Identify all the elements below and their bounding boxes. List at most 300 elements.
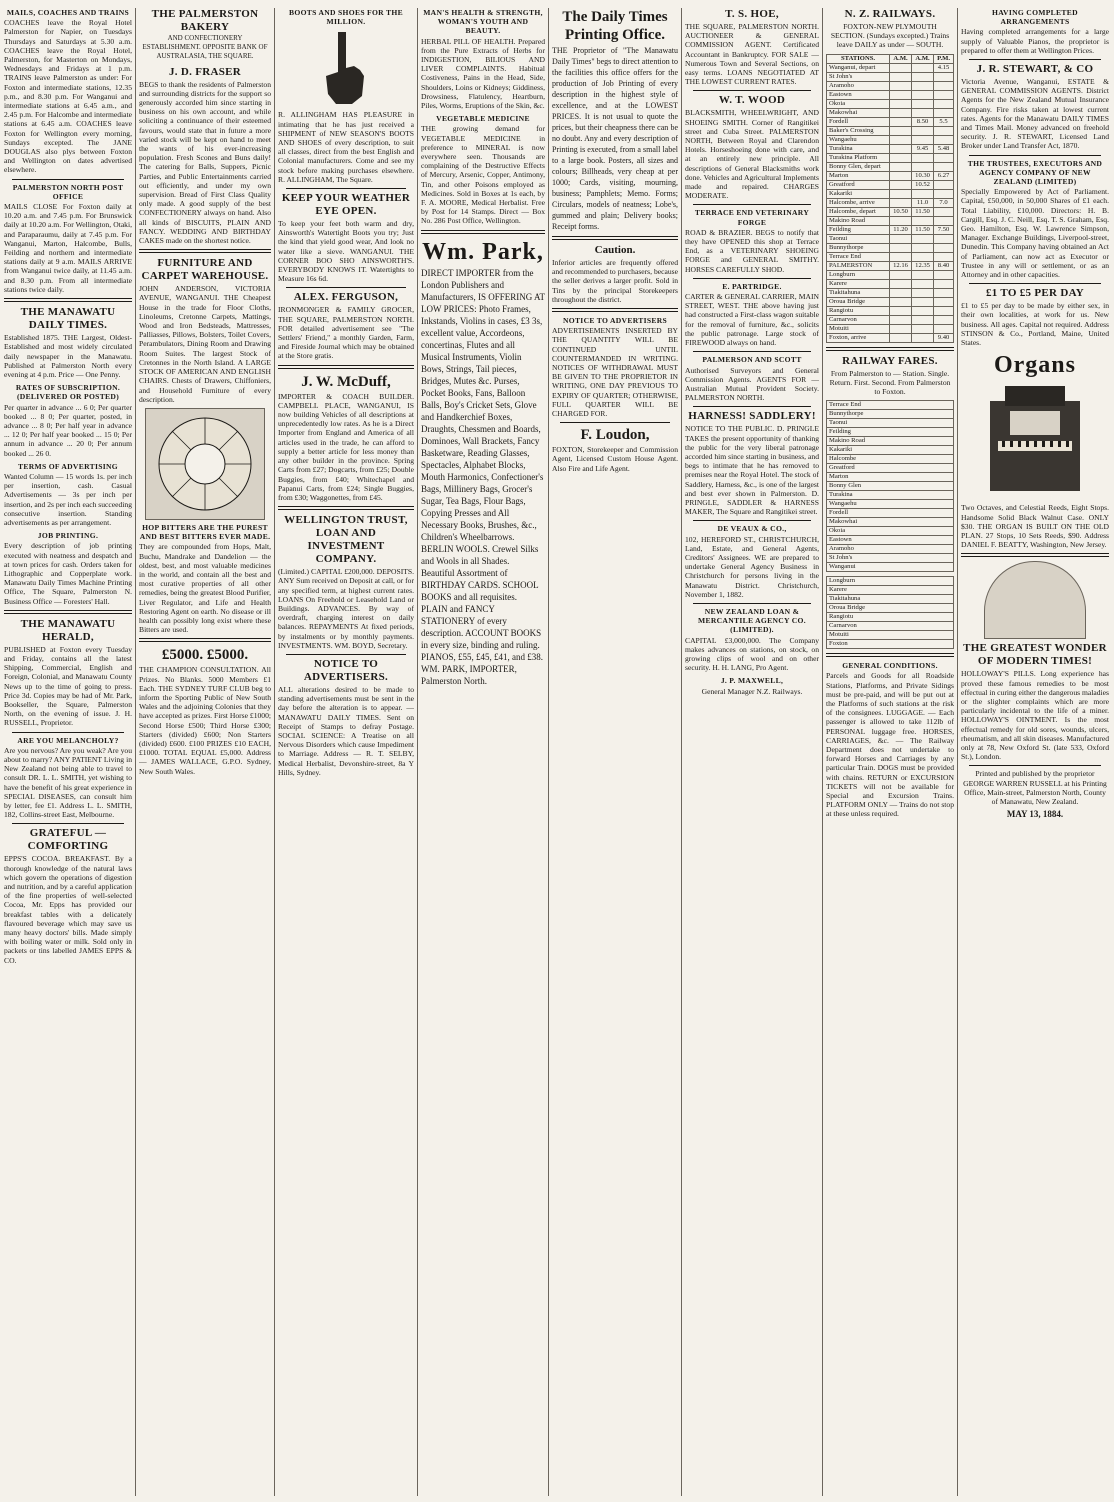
- ad-body: Authorised Surveyors and General Commission Agents. AGENTS FOR — Australian Mutual Provident Society. PALMERSTON NORTH.: [685, 365, 819, 403]
- col-header: STATIONS.: [827, 54, 890, 63]
- timetable-cell: [934, 135, 954, 144]
- timetable-row: [827, 117, 954, 126]
- timetable-cell: [890, 279, 912, 288]
- col-header: A.M.: [890, 54, 912, 63]
- ad-body: Specially Empowered by Act of Parliament. Capital, £50,000, in 50,000 Shares of £1 each. Total Liability, £10,000. Directors: H. B. Cargill, Esq. J. C. Neill, Esq. T. S. Graham, Esq. Geo. Hamilton, Esq. W. Lawrence Simpson, Manager. Exchange Buildings, Liverpool-street, Dunedin. This Company having obtained an Act of Parliament, can now act as Executor or Trustee in any will or settlement, or as an Attorney and in other capacities.: [961, 187, 1109, 280]
- timetable-cell: [890, 180, 912, 189]
- timetable-cell: Bonny Glen, depart: [827, 162, 890, 171]
- ad-body: Inferior articles are frequently offered and recommended to purchasers, because the seller derives a larger profit. Sold in Tins by the principal Storekeepers throughout the district.: [552, 258, 678, 304]
- ad-coaches-trains: [4, 8, 132, 175]
- timetable-cell: [890, 234, 912, 243]
- timetable-cell: Halcombe, arrive: [827, 198, 890, 207]
- ad-body: Wanted Column — 15 words 1s. per inch per insertion, cash. Casual Advertisements — 3s per inch per insertion, and 2s per inch each succeeding consecutive insertion. Standing advertisements as per arrangement.: [4, 471, 132, 527]
- timetable-cell: [912, 315, 934, 324]
- ad-body: £1 to £5 per day to be made by either sex, in their own localities, at work for us. New business. All ages. Capital not required. Address STINSON & Co., Portland, Maine, United States.: [961, 301, 1109, 348]
- timetable-row: [827, 333, 954, 342]
- fare-station: Bonny Glen: [827, 482, 954, 491]
- ad-title: Wm. Park,: [422, 238, 544, 265]
- timetable-row: [827, 234, 954, 243]
- fare-station: Karere: [827, 586, 954, 595]
- ad-job-printing: [4, 531, 132, 606]
- ad-body: General Manager N.Z. Railways.: [701, 686, 803, 696]
- fare-row: [827, 419, 954, 428]
- timetable-cell: [934, 99, 954, 108]
- timetable-row: [827, 324, 954, 333]
- timetable-cell: [890, 324, 912, 333]
- timetable-cell: [934, 288, 954, 297]
- timetable-cell: [890, 153, 912, 162]
- ad-dr-smith: [4, 736, 132, 820]
- timetable-row: [827, 72, 954, 81]
- col-header: A.M.: [912, 54, 934, 63]
- fares-table: [826, 400, 954, 572]
- fare-row: [827, 473, 954, 482]
- timetable-cell: 10.30: [912, 171, 934, 180]
- timetable-cell: Carnarvon: [827, 315, 890, 324]
- ad-body: Printed and published by the proprietor GEORGE WARREN RUSSELL at his Printing Office, Main-street, Palmerston North, County of Manawatu, New Zealand.: [963, 769, 1107, 806]
- ad-wellington-trust: [278, 514, 414, 650]
- timetable-cell: [934, 153, 954, 162]
- timetable-cell: 7.0: [934, 198, 954, 207]
- timetable-cell: [934, 207, 954, 216]
- ad-body: BLACKSMITH, WHEELWRIGHT, AND SHOEING SMITH. Corner of Rangitikei street and Cuba Street. PALMERSTON NORTH, Between Royal and Clarendon Hotels. Horseshoeing done with care, and at an entirely new principle. All descriptions of General Blacksmiths work done. Vehicles and Agricultural Implements made and repaired. CHARGES MODERATE.: [685, 108, 819, 201]
- timetable-cell: [890, 99, 912, 108]
- timetable-cell: [912, 189, 934, 198]
- timetable-cell: [890, 171, 912, 180]
- ad-body: (Limited.) CAPITAL £200,000. DEPOSITS. ANY Sum received on Deposit at call, or for any specified term, at highest current rates. LOANS On Freehold or Leasehold Land or Buildings. ADVANCES. By way of overdraft, charging interest on daily balances. REPAYMENTS At fixed periods, by instalments or by monthly payments. INVESTMENTS. WM. BOYD, Secretary.: [278, 567, 414, 650]
- organ-icon: [961, 381, 1109, 501]
- timetable-row: [827, 99, 954, 108]
- fare-row: [827, 563, 954, 572]
- ad-ferguson: [278, 291, 414, 360]
- fare-row: [827, 428, 954, 437]
- ad-allingham: [278, 8, 414, 184]
- ad-mcduff: [278, 373, 414, 502]
- timetable-cell: Rangiotu: [827, 306, 890, 315]
- timetable-cell: Turakina: [827, 144, 890, 153]
- timetable-cell: [912, 135, 934, 144]
- timetable-cell: Taonui: [827, 234, 890, 243]
- ad-pianos: [961, 8, 1109, 55]
- fare-station: Taonui: [827, 419, 954, 428]
- hop-bitters-wheel-image: [145, 408, 265, 520]
- fare-row: [827, 491, 954, 500]
- fare-station: Makowhai: [827, 518, 954, 527]
- ad-title: THE TRUSTEES, EXECUTORS AND AGENCY COMPANY OF NEW ZEALAND (LIMITED): [967, 158, 1103, 187]
- fare-row: [827, 518, 954, 527]
- timetable-cell: [890, 81, 912, 90]
- fare-row: [827, 640, 954, 649]
- ad-title: PALMERSTON NORTH POST OFFICE: [12, 182, 124, 201]
- timetable-cell: Oroua Bridge: [827, 297, 890, 306]
- ad-body: AND CONFECTIONERY ESTABLISHMENT. OPPOSITE BANK OF AUSTRALASIA, THE SQUARE.: [142, 34, 268, 61]
- ad-advertising-terms: [4, 462, 132, 527]
- fare-station: Fordell: [827, 509, 954, 518]
- ad-body: FOXTON-NEW PLYMOUTH SECTION. (Sundays excepted.) Trains leave DAILY as under — SOUTH.: [830, 22, 950, 50]
- timetable-cell: [912, 324, 934, 333]
- ad-title: THE MANAWATU HERALD,: [20, 617, 116, 643]
- timetable-row: [827, 108, 954, 117]
- timetable-cell: 8.40: [934, 261, 954, 270]
- timetable-cell: [912, 279, 934, 288]
- ad-title: N. Z. RAILWAYS.: [844, 8, 936, 20]
- timetable-cell: [912, 81, 934, 90]
- timetable-cell: [912, 234, 934, 243]
- column-4: [421, 8, 545, 1496]
- timetable-cell: 11.50: [912, 207, 934, 216]
- column-2: [139, 8, 271, 1496]
- timetable-cell: [912, 90, 934, 99]
- timetable-cell: 11.0: [912, 198, 934, 207]
- timetable-cell: [912, 333, 934, 342]
- ad-body: COACHES leave the Royal Hotel Palmerston for Napier, on Tuesdays Thursdays and Saturdays at 5.30 a.m. COACHES leave the Royal Hotel, Palmerston, for Masterton on Mondays, Wednesdays and Fridays at 1 p.m. TRAINS leave Palmerston as under: For Foxton and intermediate stations, 12.35 p.m., and 8.30 p.m. For Wanganui and intermediate stations at 6.45 a.m., and 2.45 p.m. For Halcombe and intermediate stations at 6.45 a.m. COACHES leave Foxton for Wellington every morning, Sundays excepted. The JANE DOUGLAS also plys between Foxton and Wellington on dates advertised elsewhere.: [4, 18, 132, 175]
- ad-herbal-pill: [421, 8, 545, 110]
- ad-title: HARNESS! SADDLERY!: [688, 410, 816, 423]
- ad-body: JOHN ANDERSON, VICTORIA AVENUE, WANGANUI. THE Cheapest House in the trade for Floor Cloths, Linoleums, Cretonne Carpets, Mattings, Wood and Iron Bedsteads, Mattresses, Palliasses, Pillows, Bolsters, Toilet Covers, Perambulators, Dining Room and Drawing Room Suites. The largest Stock of Cretonnes in the North Island. A LARGE STOCK OF AMERICAN AND ENGLISH CHAIRS. Chests of Drawers, Chiffoniers, and Household Furniture of every description.: [139, 284, 271, 404]
- ad-body: THE Proprietor of "The Manawatu Daily Times" begs to direct attention to the facilities this office offers for the production of Job Printing of every description in the highest style of excellence, and at the LOWEST PRICES. It is not usual to quote the prices, but their cheapness there can be no doubt. Any and every description of Printing is executed, from a small label to a large book. Posters, all sizes and colours; Billheads, very cheap at per 1000; Cards, visiting, mourning, business; Pamphlets; Memo. Forms; Circulars, models of neatness; Lobe's, gummed and plain; Delivery books; Receipt forms.: [552, 46, 678, 231]
- timetable-cell: [934, 216, 954, 225]
- timetable-row: [827, 180, 954, 189]
- ad-wm-park: [421, 238, 545, 687]
- ad-body: CAPITAL £3,000,000. The Company makes advances on stations, on stock, on growing clips of wool and on other security. H. H. LANG, Pro Agent.: [685, 635, 819, 673]
- timetable-cell: Longburn: [827, 270, 890, 279]
- fare-row: [827, 545, 954, 554]
- ad-hoe: [685, 8, 819, 86]
- timetable-cell: Wangaehu: [827, 135, 890, 144]
- ad-body: ROAD & BRAZIER. BEGS to notify that they have OPENED this shop at Terrace End, as a VETERINARY SHOEING FORGE and GENERAL SMITHY. HORSES CAREFULLY SHOD.: [685, 227, 819, 274]
- ad-title: BOOTS AND SHOES FOR THE MILLION.: [289, 8, 403, 27]
- ad-trustees: [961, 159, 1109, 280]
- ad-ainsworth: [278, 192, 414, 283]
- sunburst-icon: [146, 409, 264, 519]
- ad-body: DIRECT IMPORTER from the London Publishers and Manufacturers, IS OFFERING AT LOW PRICES: Photo Frames, Inkstands, Violins in cases, £3 3s, excellent value, Accordeons, concertinas, Flutes and all Musical Instruments, Violin Bows, Strings, Tail pieces, Bridges, Mutes &c. Purses, Pocket Books, Fans, Balloon Balls, Boy's Cricket Sets, Glove and Handkerchief Boxes, Draughts, Chessmen and Boards, Dominoes, Wall Brackets, Fancy Basketware, Reading Glasses, Spectacles, Alphabet Blocks, Mouth Harmonics, Confectioner's Bags, Millinery Bags, Grocer's Sugar, Tea Bags, Flour Bags, Copying Presses and All Necessary Books, Brushes, &c., Children's Wheelbarrows. BERLIN WOOLS. Crewel Silks and Wools in all Shades. Beautiful Assortment of BIRTHDAY CARDS. SCHOOL BOOKS and all requisites. PLAIN and FANCY STATIONERY of every description. ACCOUNT BOOKS in every size, binding and ruling. PIANOS, £55, £45, £41, and £38. WM. PARK, IMPORTER, Palmerston North.: [421, 267, 545, 686]
- timetable-row: [827, 306, 954, 315]
- timetable-row: [827, 225, 954, 234]
- ad-daily-times: [4, 306, 132, 379]
- timetable-cell: 8.50: [912, 117, 934, 126]
- fare-station: Aramoho: [827, 545, 954, 554]
- timetable-cell: PALMERSTON: [827, 261, 890, 270]
- timetable-cell: [890, 144, 912, 153]
- ad-title: NOTICE TO ADVERTISERS: [562, 316, 668, 326]
- ad-railway-fares: [826, 355, 954, 397]
- timetable-cell: [934, 189, 954, 198]
- ad-title: J. R. STEWART, & CO: [976, 63, 1094, 76]
- ad-hop-bitters: [139, 523, 271, 634]
- timetable-row: [827, 171, 954, 180]
- fare-station: Tiakitahuna: [827, 595, 954, 604]
- timetable-cell: [890, 162, 912, 171]
- timetable-cell: 5.48: [934, 144, 954, 153]
- ad-wood: [685, 94, 819, 200]
- fare-row: [827, 437, 954, 446]
- timetable-cell: Baker's Crossing: [827, 126, 890, 135]
- timetable-cell: [890, 288, 912, 297]
- ad-body: CARTER & GENERAL CARRIER, MAIN STREET, WEST. THE above having just had constructed a First-class wagon suitable for the removal of furniture, &c., solicits the public patronage. Large stock of FIREWOOD always on hand.: [685, 292, 819, 348]
- timetable-cell: [934, 297, 954, 306]
- ad-title: WELLINGTON TRUST, LOAN AND INVESTMENT COMPANY.: [284, 514, 408, 566]
- timetable-row: [827, 261, 954, 270]
- ad-body: FOXTON, Storekeeper and Commission Agent, Licensed Custom House Agent. Also Fire and Life Agent.: [552, 445, 678, 473]
- timetable-cell: [934, 81, 954, 90]
- timetable-row: [827, 315, 954, 324]
- ad-caution: [552, 244, 678, 304]
- timetable-cell: [890, 189, 912, 198]
- ad-title: ALEX. FERGUSON,: [293, 291, 399, 304]
- ad-title: Organs: [993, 352, 1076, 379]
- timetable-cell: 12.16: [890, 261, 912, 270]
- ad-body: THE SQUARE, PALMERSTON NORTH. AUCTIONEER & GENERAL COMMISSION AGENT. Certificated Accountant in Bankruptcy. FOR SALE — Numerous Town and Several Sections, on easy terms. LOANS NEGOTIATED AT THE LOWEST CURRENT RATES.: [685, 22, 819, 87]
- timetable-cell: 10.50: [890, 207, 912, 216]
- timetable-cell: Greatford: [827, 180, 890, 189]
- ad-title: NOTICE TO ADVERTISERS.: [303, 657, 389, 683]
- ad-title: VEGETABLE MEDICINE: [436, 114, 530, 124]
- fare-station: Longburn: [827, 577, 954, 586]
- ad-body: IMPORTER & COACH BUILDER. CAMPBELL PLACE, WANGANUI, IS now building Vehicles of all descriptions at unprecedentedly low rates. As he is a Direct Importer from England and America of all articles used in the trade, he can afford to supply a better article for less money than any other builder in the province. Spring Carts from £27; Dogcarts, from £25; Double Buggies, from £40; Whitechapel and Papanui Carts, from £24; Single Buggies, from £30; Waggonettes, from £45.: [278, 391, 414, 502]
- timetable-cell: [934, 234, 954, 243]
- timetable-cell: [890, 297, 912, 306]
- timetable-cell: [912, 126, 934, 135]
- timetable-cell: [934, 108, 954, 117]
- ad-body: Are you nervous? Are you weak? Are you about to marry? ANY PATIENT Living in New Zealand not being able to travel to consult DR. L. L. SMITH, yet wishing to have the benefit of his great experience in SPECIAL DISEASES, can consult him by letter, fee £1. Address L. L. SMITH, 182, Collins-street East, Melbourne.: [4, 745, 132, 820]
- timetable-cell: St John's: [827, 72, 890, 81]
- ad-title: DE VEAUX & CO.,: [717, 524, 787, 534]
- fare-station: Eastown: [827, 536, 954, 545]
- ad-title: HAVING COMPLETED ARRANGEMENTS: [992, 8, 1078, 27]
- timetable-row: [827, 198, 954, 207]
- timetable-cell: 10.52: [912, 180, 934, 189]
- timetable-row: [827, 279, 954, 288]
- fare-station: Carnarvon: [827, 622, 954, 631]
- ad-body: MAILS CLOSE For Foxton daily at 10.20 a.m. and 7.45 p.m. For Brunswick daily at 10.20 a.m. For Wellington, Otaki, and Paraparaumu, daily at 7.45 p.m. For Wanganui, Marton, Halcombe, Bulls, Feilding and northern and intermediate stations daily at 9 a.m. MAILS ARRIVE from Wanganui twice daily, at 11.45 a.m. and 8.30 p.m. From all intermediate stations twice daily.: [4, 202, 132, 294]
- timetable-cell: [934, 180, 954, 189]
- ad-body: NOTICE TO THE PUBLIC. D. PRINGLE TAKES the present opportunity of thanking the public for the very liberal patronage accorded him since starting in business, and begs to intimate that he has removed to premises near the Royal Hotel. The stock of Saddlery, Harness, &c., is one of the largest and best ever shown in Palmerston. D. PRINGLE, SADDLER & HARNESS MAKER, The Square and Rangitikei street.: [685, 424, 819, 517]
- timetable-cell: [890, 333, 912, 342]
- ad-palmerson-scott: [685, 355, 819, 402]
- timetable-row: [827, 90, 954, 99]
- timetable-cell: [912, 153, 934, 162]
- ad-manawatu-herald: [4, 618, 132, 728]
- timetable-cell: Halcombe, depart: [827, 207, 890, 216]
- ad-body: HOLLOWAY'S PILLS. Long experience has proved these famous remedies to be most effectual in curing either the dangerous maladies or the slighter complaints which are more particularly incidental to the life of a miner. HOLLOWAY'S OINTMENT. Is the most effectual remedy for old sores, wounds, ulcers, rheumatism, and all skin diseases. Manufactured only at 78, New Oxford St. (late 533, Oxford St.), London.: [961, 669, 1109, 762]
- ad-title: F. Loudon,: [580, 427, 650, 444]
- ad-body: Two Octaves, and Celestial Reeds, Eight Stops. Handsome Solid Black Walnut Case. ONLY $30. THE ORGAN IS BUILT ON THE OLD PLAN. 27 Stops, 10 Sets Reeds, $90. Address DANIEL F. BEATTY, Washington, New Jersey.: [961, 503, 1109, 550]
- ad-nz-railways: [826, 8, 954, 50]
- fares-foxton-table: [826, 576, 954, 649]
- fare-row: [827, 554, 954, 563]
- fare-row: [827, 595, 954, 604]
- timetable-cell: Makowhai: [827, 108, 890, 117]
- timetable-row: [827, 270, 954, 279]
- ad-vegetable-medicine: [421, 114, 545, 225]
- ad-body: BEGS to thank the residents of Palmerston and surrounding districts for the support so generously accorded him since starting in business on his own account, and while soliciting a continuance of their esteemed favours, would state that in future a more varied stock will be kept on hand to meet the wants of his ever-increasing population. Fresh Scones and Buns daily! The catering for Balls, Suppers, Picnic Parties, and Public Entertainments carried out efficiently, and under my own supervision. Bread of First Class Quality only made. A good supply of the best CONFECTIONERY always on hand. Also all kinds of BISCUITS, PLAIN AND FANCY. WEDDING AND BIRTHDAY CAKES made on the shortest notice.: [139, 79, 271, 246]
- ad-title: KEEP YOUR WEATHER EYE OPEN.: [281, 192, 411, 218]
- timetable-cell: [890, 315, 912, 324]
- ad-title: THE MANAWATU DAILY TIMES.: [20, 306, 116, 332]
- ad-veterinary-forge: [685, 208, 819, 273]
- ad-partridge: [685, 282, 819, 347]
- fare-row: [827, 604, 954, 613]
- timetable-cell: 7.50: [934, 225, 954, 234]
- column-8: [961, 8, 1109, 1496]
- ad-post-office: [4, 183, 132, 294]
- timetable-cell: [912, 270, 934, 279]
- timetable-cell: [890, 117, 912, 126]
- ad-body: Victoria Avenue, Wanganui, ESTATE & GENERAL COMMISSION AGENTS. District Agents for the New Zealand Mutual Insurance Company. Fire risks taken at lowest current rates. Agents for the Manawatu DAILY TIMES and Times Mail. Money advanced on freehold security. J. R. STEWART, Licensed Land Broker under Land Transfer Act, 1870.: [961, 77, 1109, 151]
- timetable-row: [827, 63, 954, 72]
- timetable-cell: [934, 315, 954, 324]
- column-6: [685, 8, 819, 1496]
- fare-station: Feilding: [827, 428, 954, 437]
- timetable-cell: Marton: [827, 171, 890, 180]
- ad-pringle: [685, 410, 819, 516]
- fare-row: [827, 410, 954, 419]
- ad-title: T. S. HOE,: [725, 8, 779, 20]
- ad-title: J. W. McDuff,: [301, 373, 391, 390]
- fare-station: Halcombe: [827, 455, 954, 464]
- ad-title: J. P. MAXWELL,: [720, 676, 784, 686]
- timetable-cell: 6.27: [934, 171, 954, 180]
- ad-title: GENERAL CONDITIONS.: [842, 661, 938, 671]
- ad-body: 102, HEREFORD ST., CHRISTCHURCH, Land, Estate, and General Agents, Creditors' Assignees. WE are prepared to undertake General Agency Business in Christchurch for persons living in the Manawatu District. Christchurch, November 1, 1882.: [685, 534, 819, 599]
- ad-body: ADVERTISEMENTS INSERTED BY THE QUANTITY WILL BE CONTINUED UNTIL COUNTERMANDED IN WRITING. NOTICES OF WITHDRAWAL MUST BE GIVEN TO THE PROPRIETOR IN WRITING, ONE DAY PREVIOUS TO EXPIRY OF QUARTER; OTHERWISE, FULL QUARTER WILL BE CHARGED FOR.: [552, 326, 678, 419]
- ad-title: TERMS OF ADVERTISING: [18, 461, 118, 471]
- fare-station: Wanganui: [827, 563, 954, 572]
- fare-station: Wangaehu: [827, 500, 954, 509]
- timetable-cell: Foxton, arrive: [827, 333, 890, 342]
- timetable-cell: Fordell: [827, 117, 890, 126]
- ad-title: E. PARTRIDGE.: [722, 281, 782, 291]
- fare-row: [827, 455, 954, 464]
- ad-body: R. ALLINGHAM HAS PLEASURE in intimating that he has just received a SHIPMENT of NEW SEASON'S BOOTS AND SHOES of every description, to suit all classes, direct from the best English and Colonial manufacturers. Come and see my stock before making purchases elsewhere. R. ALLINGHAM, The Square.: [278, 110, 414, 184]
- timetable-cell: [890, 126, 912, 135]
- timetable-cell: [912, 108, 934, 117]
- ad-daily-times-printing: [552, 8, 678, 232]
- timetable-cell: [934, 324, 954, 333]
- column-5: [552, 8, 678, 1496]
- timetable-cell: Makino Road: [827, 216, 890, 225]
- fare-row: [827, 527, 954, 536]
- ad-body: From Palmerston to — Station. Single. Return. First. Second. From Palmerston to Foxton.: [829, 368, 951, 397]
- timetable-cell: [890, 108, 912, 117]
- ad-body: IRONMONGER & FAMILY GROCER, THE SQUARE, PALMERSTON NORTH. FOR detailed advertisement see "The Settlers' Friend," a monthly Garden, Farm, and Fireside Journal which may be obtained at the Store gratis.: [278, 305, 414, 361]
- ad-title: £1 TO £5 PER DAY: [985, 287, 1085, 300]
- timetable-row: [827, 153, 954, 162]
- ad-title: MAILS, COACHES AND TRAINS: [6, 8, 130, 17]
- ad-body: Every description of job printing executed with neatness and despatch and at town prices for cash. Orders taken for Lithographic and Copperplate work. Manawatu Daily Times Machine Printing Office, The Square, Palmerston N. Business Office — Foresters' Hall.: [4, 541, 132, 606]
- timetable-cell: Wanganui, depart: [827, 63, 890, 72]
- timetable-south: [826, 54, 954, 343]
- fare-row: [827, 446, 954, 455]
- ad-body: PUBLISHED at Foxton every Tuesday and Friday, contains all the latest Shipping, Commercial, English and Foreign, Colonial, and Manawatu County News up to the time of going to press. Price 3d. Copies may be had of Mr. Park, Bookseller, the Square, Palmerston North, on the evening of issue. J. H. RUSSELL, Proprietor.: [4, 644, 132, 728]
- timetable-cell: 5.5: [934, 117, 954, 126]
- ad-title: The Daily Times Printing Office.: [562, 9, 668, 43]
- timetable-cell: [934, 90, 954, 99]
- timetable-cell: Karere: [827, 279, 890, 288]
- ad-de-veaux: [685, 524, 819, 599]
- timetable-row: [827, 288, 954, 297]
- timetable-cell: [890, 243, 912, 252]
- fare-station: Okoia: [827, 527, 954, 536]
- timetable-cell: [912, 63, 934, 72]
- fare-row: [827, 613, 954, 622]
- timetable-cell: [912, 243, 934, 252]
- ad-body: To keep your feet both warm and dry, Ainsworth's Watertight Boots you try; Just the kind that yield good wear, And look no water like a sieve. WANGANUI. THE CORNER BOO SHO AINSWORTH'S. EVERYBODY KNOWS IT. Watertights to Measure 16s 6d.: [278, 219, 414, 284]
- fare-row: [827, 631, 954, 640]
- timetable-cell: [890, 72, 912, 81]
- timetable-cell: [934, 126, 954, 135]
- timetable-cell: Aramoho: [827, 81, 890, 90]
- timetable-cell: [890, 63, 912, 72]
- timetable-cell: [890, 135, 912, 144]
- timetable-row: [827, 81, 954, 90]
- fare-station: Bunnythorpe: [827, 410, 954, 419]
- fare-row: [827, 622, 954, 631]
- ad-title: MAN'S HEALTH & STRENGTH, WOMAN'S YOUTH AND BEAUTY.: [423, 8, 543, 36]
- ad-title: Caution.: [594, 244, 636, 256]
- publication-date: MAY 13, 1884.: [1006, 809, 1064, 820]
- fare-station: Oroua Bridge: [827, 604, 954, 613]
- timetable-cell: 11.50: [912, 225, 934, 234]
- ad-title: PALMERSON AND SCOTT: [702, 355, 802, 365]
- ad-champion-consultation: [139, 646, 271, 775]
- ad-body: EPPS'S COCOA. BREAKFAST. By a thorough knowledge of the natural laws which govern the operations of digestion and nutrition, and by a careful application of the fine properties of well-selected Cocoa, Mr. Epps has provided our breakfast tables with a delicately flavoured beverage which may save us many heavy doctors' bills. Made simply with boiling water or milk. Sold only in packets or tins labelled JAMES EPPS & CO.: [4, 854, 132, 965]
- ad-title: TERRACE END VETERINARY FORGE: [694, 208, 810, 227]
- fare-station: Rangiotu: [827, 613, 954, 622]
- timetable-cell: 9.40: [934, 333, 954, 342]
- fare-station: Greatford: [827, 464, 954, 473]
- ad-epps-cocoa: [4, 827, 132, 964]
- ad-fraser: [139, 66, 271, 246]
- timetable-cell: Turakina Platform: [827, 153, 890, 162]
- column-7: [826, 8, 954, 1496]
- ad-title: NEW ZEALAND LOAN & MERCANTILE AGENCY CO. (LIMITED).: [698, 606, 806, 635]
- timetable-cell: Okoia: [827, 99, 890, 108]
- ad-notice-advertisers-2: [552, 316, 678, 418]
- ad-title: JOB PRINTING.: [37, 531, 99, 541]
- fare-row: [827, 500, 954, 509]
- ad-subscription: [4, 383, 132, 458]
- timetable-cell: [912, 252, 934, 261]
- ad-body: Having completed arrangements for a large supply of Valuable Pianos, the proprietor is prepared to offer them at Wellington Prices.: [961, 27, 1109, 55]
- ad-title: ARE YOU MELANCHOLY?: [17, 735, 119, 745]
- ad-body: THE growing demand for VEGETABLE MEDICINE in preference to MINERAL is now everywhere seen. Thousands are complaining of the Destructive Effects of Mercury, Arsenic, Copper, Antimony, Tin, and other Poisons employed as Medicines. Sold in Boxes at 1s each, by F. A. MOORE, Medical Herbalist. Free by Post for 14 Stamps. Direct — Box No. 286 Post Office, Wellington.: [421, 124, 545, 226]
- ad-stinson: [961, 287, 1109, 347]
- fare-station: Turakina: [827, 491, 954, 500]
- timetable-cell: Bunnythorpe: [827, 243, 890, 252]
- pointing-hand-icon: [278, 28, 414, 108]
- fare-station: Kakariki: [827, 446, 954, 455]
- timetable-cell: [934, 162, 954, 171]
- fare-row: [827, 586, 954, 595]
- timetable-cell: Eastown: [827, 90, 890, 99]
- timetable-cell: 12.35: [912, 261, 934, 270]
- timetable-cell: Kakariki: [827, 189, 890, 198]
- ad-maxwell: [685, 676, 819, 695]
- fare-row: [827, 464, 954, 473]
- timetable-row: [827, 144, 954, 153]
- ad-nz-loan: [685, 607, 819, 672]
- fare-row: [827, 401, 954, 410]
- ad-general-conditions: [826, 661, 954, 818]
- ad-palmerston-bakery: [139, 8, 271, 62]
- ad-title: RAILWAY FARES.: [842, 354, 938, 367]
- ad-body: THE CHAMPION CONSULTATION. All Prizes. No Blanks. 5000 Members £1 Each. THE SYDNEY TURF CLUB beg to inform the Sporting Public of New South Wales and the adjoining Colonies that they have accepted as prizes. First Horse £1000; Second Horse £500; Third Horse £300; Starters (divided) £600; Non Starters (divided) £600. £100 PRIZES £10 EACH, £1000. TOTAL EQUAL £5,000. Address — JAMES WALLACE, G.P.O. Sydney, New South Wales.: [139, 665, 271, 776]
- timetable-cell: [934, 270, 954, 279]
- fare-station: Terrace End: [827, 401, 954, 410]
- fare-row: [827, 577, 954, 586]
- ad-body: They are compounded from Hops, Malt, Buchu, Mandrake and Dandelion — the oldest, best, and most valuable medicines in the world, and contain all the best and most curative properties of all other remedies, being the greatest Blood Purifier, Liver Regulator, and Life and Health Restoring Agent on earth. No disease or ill health can possibly long exist where these Bitters are used.: [139, 542, 271, 635]
